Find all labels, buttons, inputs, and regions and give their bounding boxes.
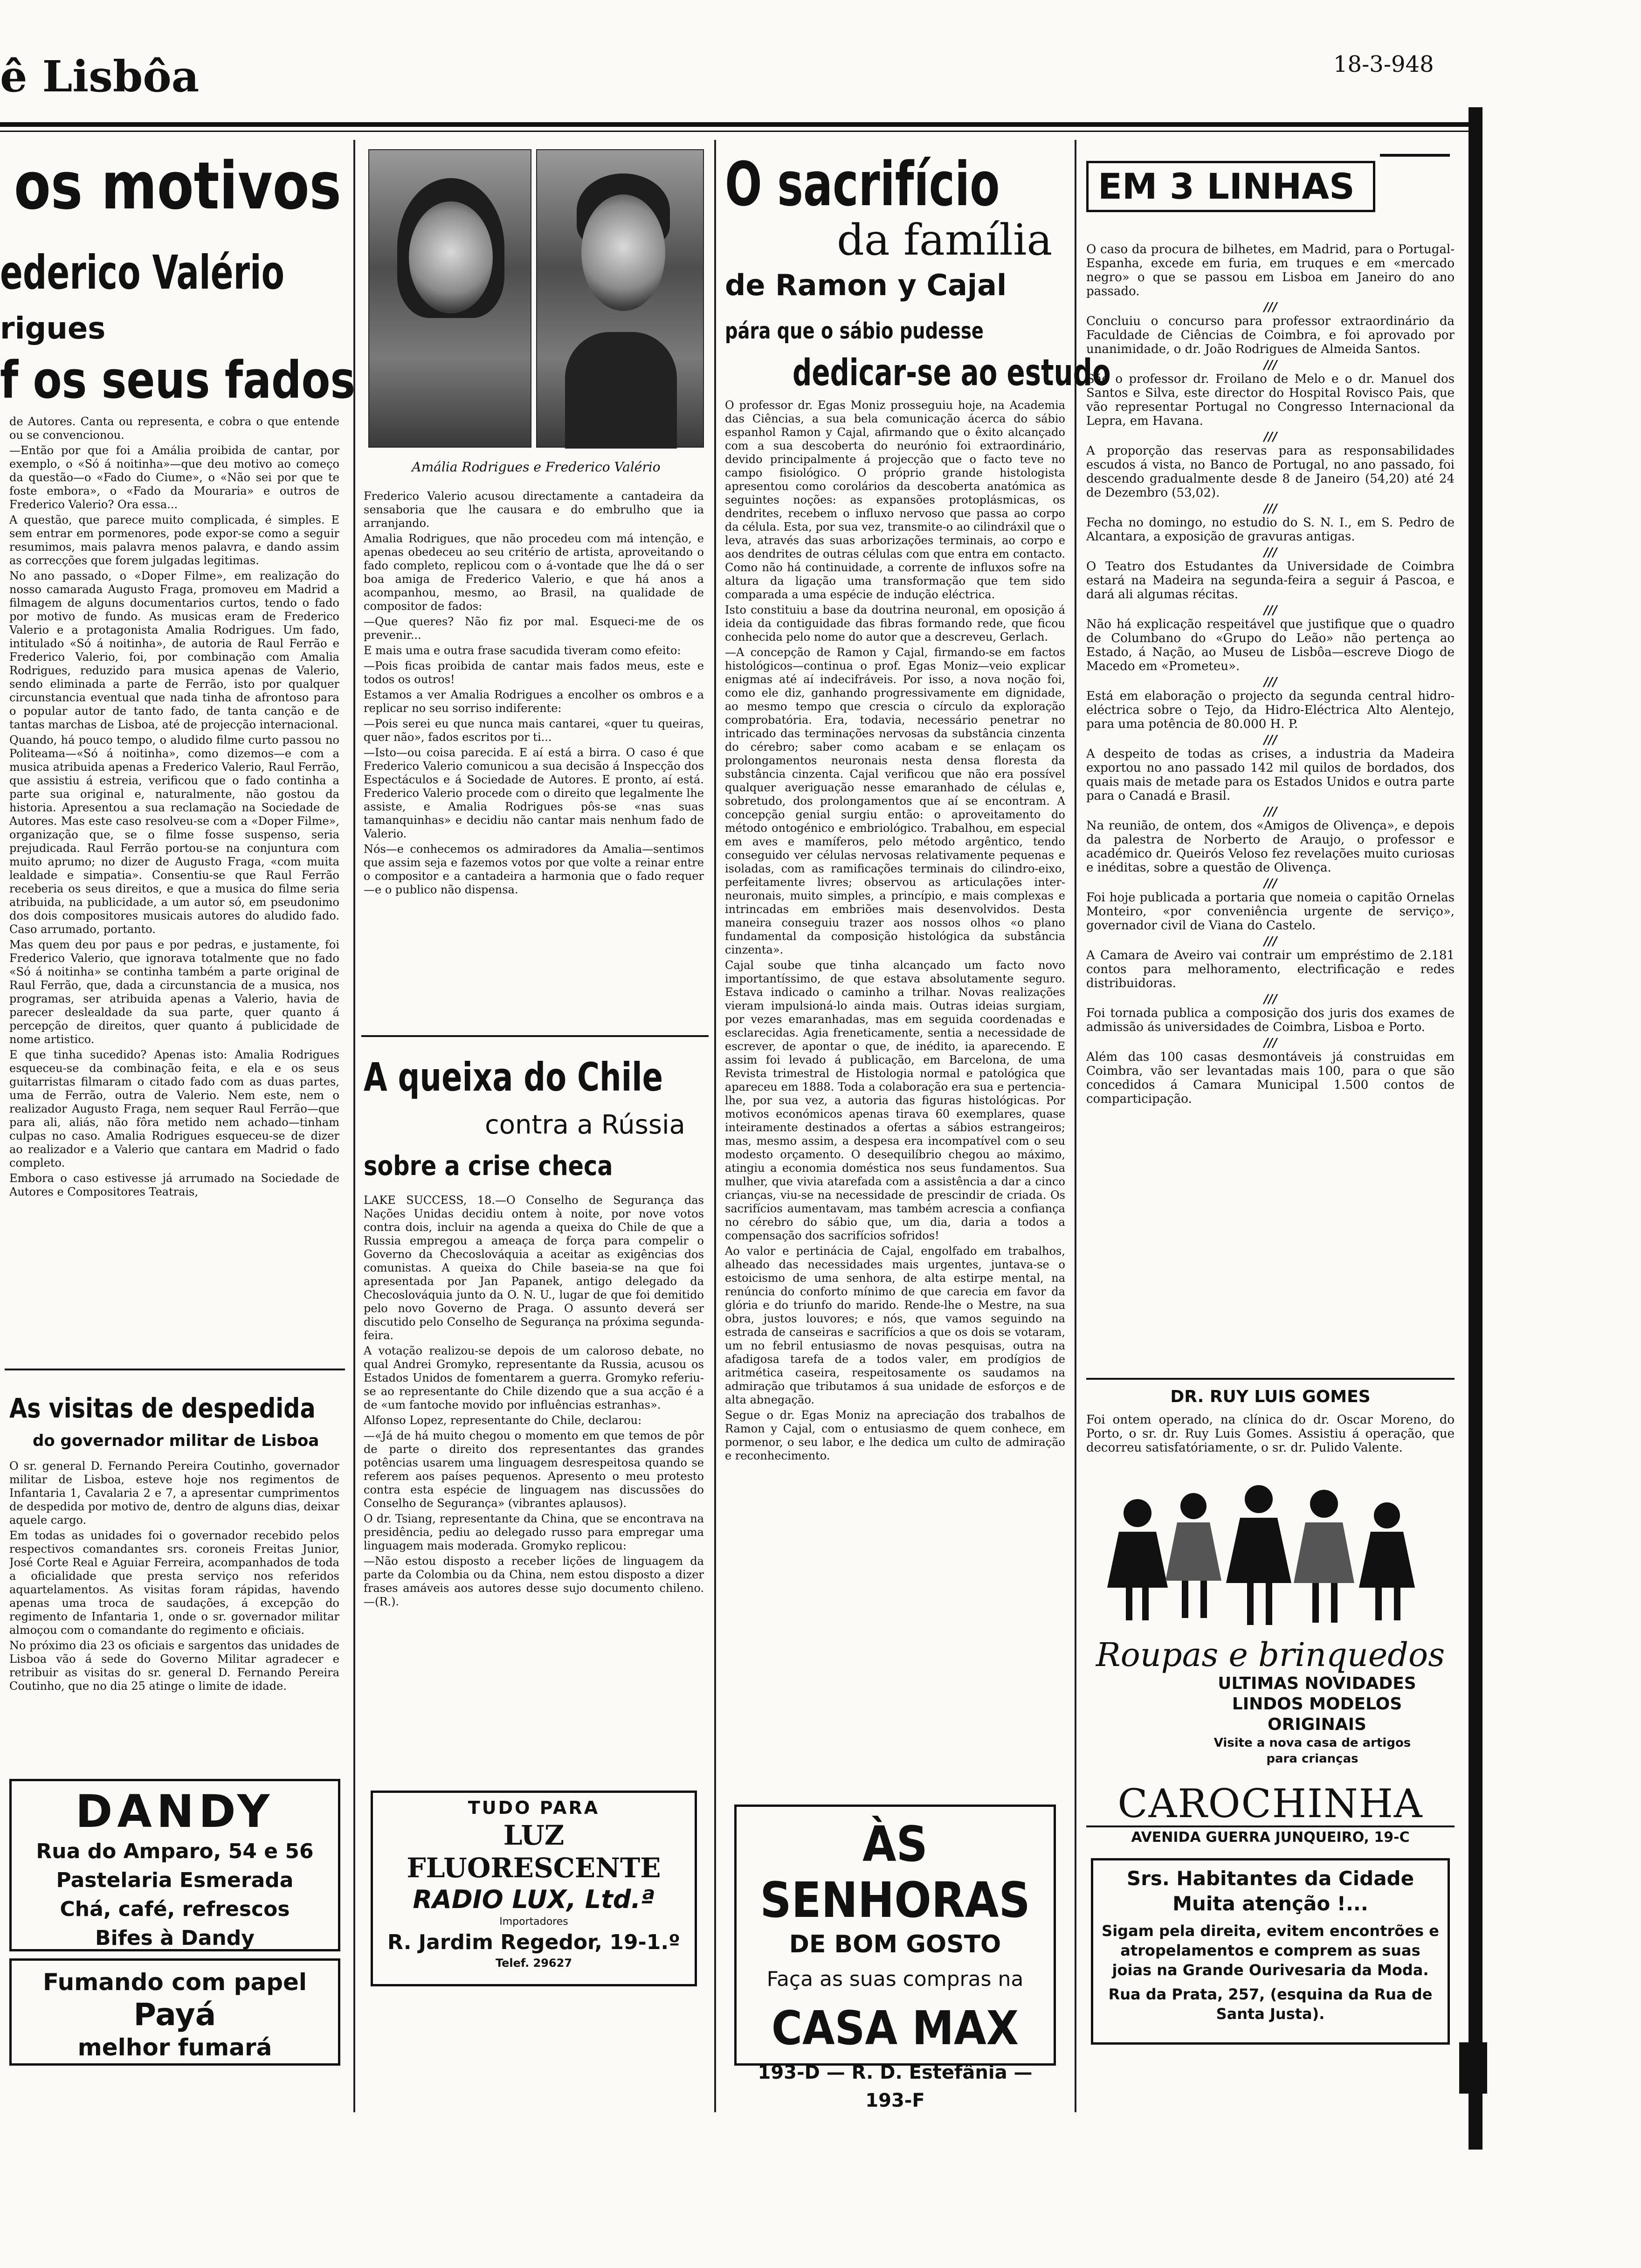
brief-separator: /// [1263, 992, 1277, 1006]
brief-separator: /// [1263, 603, 1277, 617]
column-divider [353, 140, 355, 2112]
paragraph: E mais uma e outra frase sacudida tiveram como efeito: [364, 644, 681, 657]
paragraph: No ano passado, o «Doper Filme», em realização do nosso camarada Augusto Fraga, promoveu em Madrid a filmagem de alguns documentarios curtos, tendo o fado por motivo de fundo. As musicas eram de Frederico Valerio e a protagonista Amalia Rodrigues. Um fado, intitulado «Só á noitinha», de autoria de Raul Ferrão e Frederico Valerio, foi, por combinação com Amalia Rodrigues, reduzido para musica apenas de Valerio, sendo eliminada a parte de Ferrão, isto por qualquer circunstancia eventual que nada tinha de afrontoso para o popular autor de tanto fado, de tanta canção e de tantas marchas de Lisboa, até de projecção internacional. [9, 569, 339, 731]
paragraph: —Pois ficas proibida de cantar mais fados meus, este e todos os outros! [364, 659, 704, 686]
article-divider [5, 1369, 345, 1370]
visitas-title: As visitas de despedida [9, 1392, 316, 1424]
ad-dandy [9, 1779, 340, 1951]
brief-item: Na reunião, de ontem, dos «Amigos de Olivença», e depois da palestra de Norberto de Araujo, o professor e académico dr. Queirós Veloso fez revelações muito curiosas e inéditas, sobre a questão de Olivença. [1086, 819, 1455, 875]
brief-item: São o professor dr. Froilano de Melo e o dr. Manuel dos Santos e Silva, este director do Hospital Rovisco Pais, que vão representar Portugal no Congresso Internacional da Lepra, em Havana. [1086, 372, 1455, 428]
paragraph: A questão, que parece muito complicada, é simples. E sem entrar em pormenores, pode expor-se como a seguir resumimos, mais palavra menos palavra, e dando assim as correcções que forem julgadas legitimas. [9, 513, 339, 567]
brief-item: Foi tornada publica a composição dos juris dos exames de admissão ás universidades de Coimbra, Lisboa e Porto. [1086, 1006, 1455, 1034]
brief-separator: /// [1263, 1036, 1277, 1050]
ad-casa-max [734, 1805, 1056, 2111]
masthead-section: ê Lisbôa [0, 51, 200, 102]
paragraph: Nós—e conhecemos os admiradores da Amalia—sentimos que assim seja e fazemos votos por que volte a reinar entre o compositor e a cantadeira a harmonia que o fado requer—e o publico não dispensa. [364, 843, 704, 896]
brief-item: Está em elaboração o projecto da segunda central hidro-eléctrica sobre o Tejo, da Hidro-Eléctrica Alto Alentejo, para uma potência de 80.000 H. P. [1086, 689, 1455, 731]
brief-item: Além das 100 casas desmontáveis já construidas em Coimbra, vão ser levantadas mais 100, para o que são concedidos á Camara Municipal 1.500 contos de comparticipação. [1086, 1050, 1455, 1106]
paragraph: Mas quem deu por paus e por pedras, e justamente, foi Frederico Valerio, que ignorava totalmente que no fado «Só á noitinha» se continha também a parte original de Raul Ferrão, que, dada a circunstancia de a musica, nos programas, ser atribuida apenas a Valerio, havia de parecer deslealdade da sua parte, quer quanto á percepção de direitos, quer quanto á publicidade de nome artistico. [9, 938, 339, 1046]
gomes-title: DR. RUY LUIS GOMES [1170, 1387, 1371, 1406]
article-fados-body [9, 415, 339, 1348]
queixa-subhead2: sobre a crise checa [364, 1150, 613, 1182]
ad-luz-line: LUZ FLUORESCENTE [407, 1819, 661, 1884]
ad-carochinha [1086, 1480, 1455, 1779]
sacrificio-subhead4: dedicar-se ao estudo [793, 352, 1111, 394]
brief-item: A despeito de todas as crises, a industria da Madeira exportou no ano passado 142 mil quilos de bordados, dos quais mais de metade para os Estados Unidos e outra parte para o Canadá e Brasil. [1086, 747, 1455, 803]
ad-max-address: 193-D — R. D. Estefânia — 193-F [758, 2062, 1033, 2111]
ad-luz-phone: Telef. 29627 [495, 1957, 572, 1970]
brief-separator: /// [1263, 805, 1277, 819]
ad-max-brand: CASA MAX [771, 2001, 1019, 2055]
paragraph: O sr. general D. Fernando Pereira Coutinho, governador militar de Lisboa, esteve hoje nos regimentos de Infantaria 1, Cavalaria 2 e 7, a apresentar cumprimentos de despedida por motivo de, dentro de alguns dias, deixar aquele cargo. [9, 1459, 339, 1527]
masthead-rule-thin [0, 131, 1482, 132]
sacrificio-subhead: da família [837, 215, 1053, 265]
paragraph: No próximo dia 23 os oficiais e sargentos das unidades de Lisboa vão á sede do Governo Militar agradecer e retribuir as visitas do sr. general D. Fernando Pereira Coutinho, que no dia 25 atinge o limite de idade. [9, 1639, 339, 1693]
paragraph: Ao valor e pertinácia de Cajal, engolfado em trabalhos, alheado das necessidades mais urgentes, juntava-se o estoicismo de uma senhora, de alta estirpe mental, na renúncia do conforto mínimo de que carecia em favor da glória e do triunfo do marido. Rende-lhe o Mestre, na sua obra, justos louvores; e nós, que vamos seguindo na estrada de canseiras e sacrifícios a que os dois se votaram, um no febril entusiasmo de novas pesquisas, outra na afadigosa tarefa de a todos valer, em prodígios de aritmética caseira, respeitosamente os saudamos na admiração que tributamos á sua unidade de esforços e de alta abnegação. [725, 1245, 1065, 1406]
column-divider [1075, 140, 1076, 2112]
paragraph: —Não estou disposto a receber lições de linguagem da parte da Colombia ou da China, nem estou disposto a dizer frases amáveis aos autores desse sujo documento chileno.—(R.). [364, 1555, 704, 1608]
visitas-body [9, 1459, 339, 1777]
paragraph: —«Já de há muito chegou o momento em que temos de pôr de parte o direito dos representantes das grandes potências usarem uma linguagem desrespeitosa quando se referem aos países pequenos. Apresento o meu protesto contra esta espécie de linguagem nas discussões do Conselho de Segurança» (vibrantes aplausos). [364, 1429, 704, 1510]
paragraph: —Então por que foi a Amália proibida de cantar, por exemplo, o «Só á noitinha»—que deu motivo ao começo da questão—o «Fado do Ciume», o «Não sei por que te foste embora», o «Fado da Mouraria» e outros de Frederico Valerio? Ora essa... [9, 444, 339, 511]
paragraph: —Isto—ou coisa parecida. E aí está a birra. O caso é que Frederico Valerio comunicou a sua decisão á Inspecção dos Espectáculos e á Sociedade de Autores. E pronto, aí está. Frederico Valerio procede com o direito que legalmente lhe assiste, e Amalia Rodrigues pôs-se «nas suas tamanquinhas» e decidiu não cantar mais nenhum fado de Valerio. [364, 746, 704, 840]
em-3-linhas-list [1086, 242, 1455, 1362]
right-edge-bar [1469, 107, 1482, 2150]
ad-srs-body: Sigam pela direita, evitem encontrões e atropelamentos e comprem as suas joias na Grande Ourivesaria da Moda. [1102, 1922, 1439, 1979]
brief-item: O Teatro dos Estudantes da Universidade de Coimbra estará na Madeira na segunda-feira a seguir á Pascoa, e dará ali algumas récitas. [1086, 560, 1455, 602]
paragraph: E que tinha sucedido? Apenas isto: Amalia Rodrigues esqueceu-se da combinação feita, e ela e os seus guitarristas filmaram o citado fado com as duas partes, uma de Ferrão, outra de Valerio. Nem este, nem o realizador Augusto Fraga, nem sequer Raul Ferrão—que para ali, aliás, não fôra metido nem achado—tinham culpas no caso. Amalia Rodrigues esqueceu-se de dizer ao realizador e a Valerio que cantara em Madrid o fado completo. [9, 1048, 339, 1169]
photo-caption: Amália Rodrigues e Frederico Valério [412, 459, 661, 475]
gomes-body: Foi ontem operado, na clínica do dr. Oscar Moreno, do Porto, o sr. dr. Ruy Luis Gomes. Assistiu á operação, que decorreu satisfatóriamente, o sr. dr. Pulido Valente. [1086, 1413, 1455, 1455]
ad-luz-line: Importadores [499, 1916, 568, 1928]
ad-caro-line: LINDOS MODELOS [1232, 1694, 1402, 1714]
ad-srs-headline: Muita atenção !... [1172, 1892, 1368, 1915]
brief-item: O caso da procura de bilhetes, em Madrid, para o Portugal-Espanha, excede em furia, em truques e em «mercado negro» o que se passou em Lisboa em Janeiro do ano passado. [1086, 242, 1455, 298]
ad-dandy-name: DANDY [75, 1785, 275, 1838]
em-3-linhas-title: EM 3 LINHAS [1086, 161, 1375, 212]
paragraph: de Autores. Canta ou representa, e cobra o que entende ou se convencionou. [9, 415, 339, 442]
queixa-body [364, 1194, 704, 1781]
brief-item: A Camara de Aveiro vai contrair um empréstimo de 2.181 contos para melhoramento, electrificação e redes distribuidoras. [1086, 948, 1455, 990]
ad-caro-address: AVENIDA GUERRA JUNQUEIRO, 19-C [1086, 1825, 1455, 1846]
paragraph: A votação realizou-se depois de um caloroso debate, no qual Andrei Gromyko, representante da Russia, acusou os Estados Unidos de fomentarem a guerra. Gromyko referiu-se ao representante do Chile dizendo que a sua acção é a de «um fantoche movido por influências estranhas». [364, 1344, 704, 1411]
masthead-rule [0, 122, 1482, 127]
paragraph: Frederico Valerio acusou directamente a cantadeira da sensaboria que lhe causara e do embrulho que ia arranjando. [364, 490, 704, 530]
article-divider [1086, 1378, 1455, 1380]
headline-rodrigues: rigues [0, 311, 106, 346]
ad-caro-script: Roupas e brinquedos [1096, 1636, 1445, 1674]
ad-max-line: Faça as suas compras na [766, 1967, 1024, 1991]
paragraph: Em todas as unidades foi o governador recebido pelos respectivos comandantes srs. coroneis Freitas Junior, José Corte Real e Aguiar Ferreira, acompanhados de toda a oficialidade que presta serviço nos referidos aquartelamentos. As visitas foram rápidas, havendo apenas uma troca de saudações, á excepção do regimento de Infantaria 1, onde o sr. governador militar almoçou com o comandante do regimento e oficiais. [9, 1529, 339, 1637]
title-rule [1380, 154, 1450, 157]
brief-separator: /// [1263, 430, 1277, 444]
ad-paya-brand: Payá [133, 1997, 216, 2033]
ad-dandy-line: Pastelaria Esmerada [56, 1868, 294, 1892]
sacrificio-subhead3: pára que o sábio pudesse [725, 318, 984, 344]
paragraph: Alfonso Lopez, representante do Chile, declarou: [364, 1414, 642, 1427]
brief-item: Concluiu o concurso para professor extraordinário da Faculdade de Ciências de Coimbra, e foi aprovado por unanimidade, o dr. João Rodrigues de Almeida Santos. [1086, 314, 1455, 356]
sacrificio-body [725, 399, 1065, 1779]
ad-srs-address: Rua da Prata, 257, (esquina da Rua de Santa Justa). [1108, 1985, 1433, 2023]
paragraph: Amalia Rodrigues, que não procedeu com má intenção, e apenas obedeceu ao seu critério de artista, aproveitando o fado completo, replicou com o á-vontade que lhe dá o ser boa amiga de Frederico Valerio, e que há anos a acompanhou, mesmo, ao Brasil, na qualidade de compositor de fados: [364, 532, 704, 613]
ad-paya [9, 1958, 340, 2066]
paragraph: —Pois serei eu que nunca mais cantarei, «quer tu queiras, quer não», fados escritos por ti... [364, 717, 704, 744]
ad-caro-brand: CAROCHINHA [1117, 1781, 1423, 1826]
brief-separator: /// [1263, 546, 1277, 560]
ad-srs-headline: Srs. Habitantes da Cidade [1126, 1867, 1414, 1890]
photo-face [581, 194, 665, 311]
brief-separator: /// [1263, 300, 1277, 314]
queixa-headline: A queixa do Chile [364, 1054, 663, 1100]
ad-caro-line: ORIGINAIS [1268, 1715, 1366, 1734]
paragraph: —A concepção de Ramon y Cajal, firmando-se em factos histológicos—continua o prof. Egas Moniz—veio explicar enigmas até aí indecifráveis. Por isso, a nova noção foi, como ele diz, ganhando progressivamente em dignidade, ao mesmo tempo que crescia o círculo da exploração comprobatória. Era, todavia, necessário penetrar no intricado das terminações nervosas da substância cinzenta do cérebro; saber como acabam e se enlaçam os prolongamentos neuronais nesta densa floresta da substância cinzenta. Cajal verificou que não era possível qualquer averiguação nesse emaranhado de células e, sobretudo, dos prolongamentos que aí se encontram. A concepção genial surgiu então: o aproveitamento do método ontogénico e embriológico. Trabalhou, em especial em aves e mamíferos, pelo método argêntico, tendo conseguido ver células nervosas relativamente pequenas e isoladas, com as ramificações terminais do cilindro-eixo, perfeitamente livres; observou as articulações inter-neuronais, muito simples, a princípio, e mais complexas e intrincadas em embriões mais desenvolvidos. Desta maneira conseguiu trazer aos nossos olhos «o plano fundamental da composição histológica da substância cinzenta». [725, 646, 1065, 956]
queixa-subhead: contra a Rússia [485, 1110, 685, 1140]
ad-max-line: DE BOM GOSTO [789, 1930, 1001, 1958]
ad-dandy-line: Bifes à Dandy [95, 1926, 255, 1950]
children-illustration [1086, 1480, 1455, 1634]
paragraph: O dr. Tsiang, representante da China, que se encontrava na presidência, pediu ao delegado russo para empregar uma linguagem mais moderada. Gromyko replicou: [364, 1512, 704, 1552]
ad-luz-company: RADIO LUX, Ltd.ª [413, 1885, 655, 1914]
paragraph: —Que queres? Não fiz por mal. Esqueci-me de os prevenir... [364, 615, 704, 642]
sacrificio-subhead2: de Ramon y Cajal [725, 268, 1007, 302]
photo-face [409, 201, 493, 313]
ad-paya-line: melhor fumará [77, 2034, 272, 2061]
ad-caro-line: Visite a nova casa de artigos para crianças [1214, 1736, 1411, 1766]
brief-separator: /// [1263, 502, 1277, 516]
brief-item: Fecha no domingo, no estudio do S. N. I., em S. Pedro de Alcantara, a exposição de gravuras antigas. [1086, 516, 1455, 544]
paragraph: Segue o dr. Egas Moniz na apreciação dos trabalhos de Ramon y Cajal, com o entusiasmo de quem conhece, em pormenor, o seu labor, e lhe dedica um culto de admiração e reconhecimento. [725, 1409, 1065, 1462]
paragraph: LAKE SUCCESS, 18.—O Conselho de Segurança das Nações Unidas decidiu ontem à noite, por nove votos contra dois, incluir na agenda a queixa do Chile de que a Russia empregou a ameaça de força para compelir o Governo da Checoslováquia a aceitar as exigências dos comunistas. A queixa do Chile baseia-se na que foi apresentada por Jan Papanek, antigo delegado da Checoslováquia junto da O. N. U., lugar de que foi demitido pelo novo Governo de Praga. O assunto deverá ser discutido pelo Conselho de Segurança na próxima segunda-feira. [364, 1194, 704, 1342]
brief-separator: /// [1263, 934, 1277, 948]
column-divider [714, 140, 716, 2112]
paragraph: Estamos a ver Amalia Rodrigues a encolher os ombros e a replicar no seu sorriso indiferente: [364, 688, 704, 715]
headline-fados: f os seus fados [0, 350, 356, 410]
corner-block [1459, 2042, 1487, 2094]
paragraph: Isto constituiu a base da doutrina neuronal, em oposição á ideia da contiguidade das fibras formando rede, que ficou conhecida pelo nome do autor que a descreveu, Gerlach. [725, 603, 1065, 643]
ad-luz-line: TUDO PARA [468, 1798, 600, 1818]
brief-item: Não há explicação respeitável que justifique que o quadro de Columbano do «Grupo do Leão» não pertença ao Estado, á Nação, ao Museu de Lisbôa—escreve Diogo de Macedo em «Prometeu». [1086, 617, 1455, 673]
masthead-date: 18-3-948 [1333, 51, 1434, 77]
photo-frederico [536, 149, 704, 448]
article-fados-continued [364, 490, 704, 1030]
ad-paya-line: Fumando com papel [42, 1969, 307, 1996]
photo-amalia [368, 149, 531, 448]
brief-separator: /// [1263, 675, 1277, 689]
visitas-subtitle: do governador militar de Lisboa [33, 1431, 319, 1450]
ad-caro-line: ULTIMAS NOVIDADES [1218, 1674, 1416, 1693]
brief-separator: /// [1263, 877, 1277, 891]
brief-item: A proporção das reservas para as responsabilidades escudos á vista, no Banco de Portugal, no ano passado, foi descendo gradualmente desde 8 de Janeiro (54,20) até 24 de Dezembro (53,02). [1086, 444, 1455, 500]
brief-separator: /// [1263, 733, 1277, 747]
ad-dandy-line: Chá, café, refrescos [60, 1897, 290, 1921]
ad-max-headline: ÀS SENHORAS [760, 1816, 1030, 1929]
brief-separator: /// [1263, 358, 1277, 372]
ad-dandy-address: Rua do Amparo, 54 e 56 [36, 1839, 314, 1863]
ad-ourivesaria [1091, 1858, 1450, 2045]
paragraph: Quando, há pouco tempo, o aludido filme curto passou no Politeama—«Só á noitinha», como dizemos—e com a musica atribuida apenas a Frederico Valerio, Raul Ferrão, que assistiu á estreia, verificou que o fado continha a parte sua original e, naturalmente, não gostou da historia. Apresentou a sua reclamação na Sociedade de Autores. Mas este caso resolveu-se com a «Doper Filme», organização que, se o filme fosse suspenso, seria prejudicada. Raul Ferrão portou-se na conjuntura com muito aprumo; no dizer de Augusto Fraga, «com muita lealdade e simpatia». Consentiu-se que Raul Ferrão receberia os seus direitos, e que a musica do filme seria atribuida, na publicidade, a um autor só, em pseudonimo dos dois compositores musicais autores do aludido fado. Caso arrumado, portanto. [9, 733, 339, 936]
photo-suit [565, 332, 677, 449]
ad-luz-address: R. Jardim Regedor, 19-1.º [387, 1930, 680, 1954]
paragraph: Cajal soube que tinha alcançado um facto novo importantíssimo, de que estava absolutamente seguro. Estava indicado o caminho a trilhar. Novas realizações vieram impulsioná-lo ainda mais. Outras ideias surgiam, por vezes emaranhadas, mas em seguida coordenadas e esclarecidas. Agia freneticamente, sentia a necessidade de escrever, de apontar o que, de inédito, ia aparecendo. E assim foi levado á publicação, em Barcelona, de uma Revista trimestral de Histologia normal e patológica que apareceu em 1888. Toda a colaboração era sua e pertencia-lhe, por sua vez, a autoria das figuras histológicas. Por motivos económicos apenas tirava 60 exemplares, quase inteiramente destinados a ofertas a sábios estrangeiros; mas, mesmo assim, a despesa era incompatível com o seu modesto orçamento. O desequilíbrio chegou ao máximo, atingiu a economia doméstica nos seus fundamentos. Sua mulher, que vivia atarefada com a assistência a dar a cinco crianças, viu-se na necessidade de prescindir de criada. Os sacrifícios aumentavam, mas também acrescia a confiança no cérebro do sábio que, um dia, daria a todos a compensação dos sacrifícios sofridos! [725, 959, 1065, 1242]
ad-luz-fluorescente [371, 1791, 697, 1986]
paragraph: Embora o caso estivesse já arrumado na Sociedade de Autores e Compositores Teatrais, [9, 1172, 339, 1198]
sacrificio-headline: O sacrifício [725, 149, 1000, 220]
paragraph: O professor dr. Egas Moniz prosseguiu hoje, na Academia das Ciências, a sua bela comunicação ácerca do sábio espanhol Ramon y Cajal, afirmando que o êxito alcançado com a sua descoberta do neurónio foi extraordinário, devido principalmente á projecção que o facto teve no campo fisiológico. O próprio grande histologista apresentou como corolários da descoberta anatómica as seguintes noções: as expansões protoplásmicas, os dendrites, recebem o influxo nervoso que passa ao corpo da célula. Esta, por sua vez, transmite-o ao cilindráxil que o leva, através das suas arborizações terminais, ao corpo e aos dendrites de outras células com que entra em contacto. Como não há continuidade, a corrente de influxos sofre na altura da ligação uma transformação que tem sido comparada a uma espécie de indução eléctrica. [725, 399, 1065, 601]
brief-item: Foi hoje publicada a portaria que nomeia o capitão Ornelas Monteiro, «por conveniência urgente de serviço», governador civil de Viana do Castelo. [1086, 891, 1455, 933]
article-divider [361, 1035, 709, 1037]
headline-motivos: os motivos [14, 148, 341, 224]
headline-frederico: ederico Valério [0, 245, 285, 300]
